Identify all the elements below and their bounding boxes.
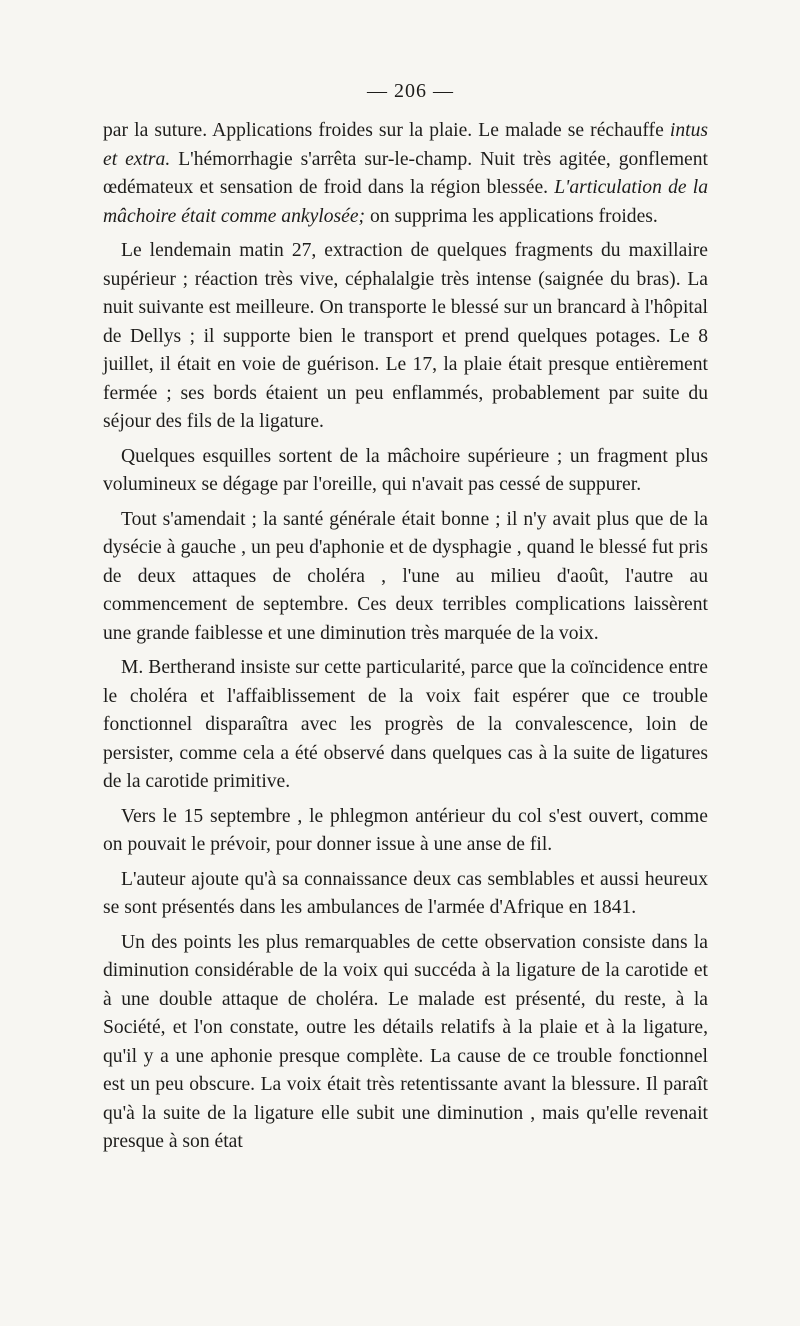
paragraph: [103, 237, 708, 437]
paragraph: [103, 654, 708, 797]
text-run: L'hémorrhagie s'arrêta sur-le-champ. Nuit très agitée, gonflement œdémateux et sensation de froid dans la région blessée.: [103, 148, 708, 198]
page-number: — 206 —: [367, 80, 454, 102]
text-run: Le lendemain matin 27, extraction de quelques fragments du maxillaire supérieur ; réaction très vive, céphalalgie très intense (saignée du bras). La nuit suivante est meilleure. On transporte le blessé sur un brancard à l'hôpital de Dellys ; il supporte bien le transport et prend quelques potages. Le 8 juillet, il était en voie de guérison. Le 17, la plaie était presque entièrement fermée ; ses bords étaient un peu enflammés, probablement par suite du séjour des fils de la ligature.: [103, 240, 708, 432]
text-run: L'auteur ajoute qu'à sa connaissance deux cas semblables et aussi heureux se sont présentés dans les ambulances de l'armée d'Afrique en 1841.: [103, 868, 708, 918]
text-run: Tout s'amendait ; la santé générale était bonne ; il n'y avait plus que de la dysécie à gauche , un peu d'aphonie et de dysphagie , quand le blessé fut pris de deux attaques de choléra , l'une au milieu d'août, l'autre au commencement de septembre. Ces deux terribles complications laissèrent une grande faiblesse et une diminution très marquée de la voix.: [103, 508, 708, 644]
text-run: Un des points les plus remarquables de cette observation consiste dans la diminution considérable de la voix qui succéda à la ligature de la carotide et à une double attaque de choléra. Le malade est présenté, du reste, à la Société, et l'on constate, outre les détails relatifs à la plaie et à la ligature, qu'il y a une aphonie presque complète. La cause de ce trouble fonctionnel est un peu obscure. La voix était très retentissante avant la blessure. Il paraît qu'à la suite de la ligature elle subit une diminution , mais qu'elle revenait presque à son état: [103, 931, 708, 1152]
paragraph: [103, 929, 708, 1157]
paragraph: [103, 117, 708, 231]
paragraph: [103, 443, 708, 500]
paragraph: [103, 866, 708, 923]
text-run: Vers le 15 septembre , le phlegmon antérieur du col s'est ouvert, comme on pouvait le prévoir, pour donner issue à une anse de fil.: [103, 805, 708, 855]
paragraph: [103, 803, 708, 860]
text-run: Quelques esquilles sortent de la mâchoire supérieure ; un fragment plus volumineux se dégage par l'oreille, qui n'avait pas cessé de suppurer.: [103, 445, 708, 495]
text-run: on supprima les applications froides.: [365, 205, 658, 227]
text-run: par la suture. Applications froides sur la plaie. Le malade se réchauffe: [103, 120, 670, 141]
italic-run: intus et extra.: [103, 120, 708, 170]
italic-run: L'articulation de la mâchoire était comme ankylosée;: [103, 177, 708, 227]
paragraph: [103, 506, 708, 649]
text-run: M. Bertherand insiste sur cette particularité, parce que la coïncidence entre le choléra et l'affaiblissement de la voix fait espérer que ce trouble fonctionnel disparaîtra avec les progrès de la convalescence, loin de persister, comme cela a été observé dans quelques cas à la suite de ligatures de la carotide primitive.: [103, 657, 708, 792]
